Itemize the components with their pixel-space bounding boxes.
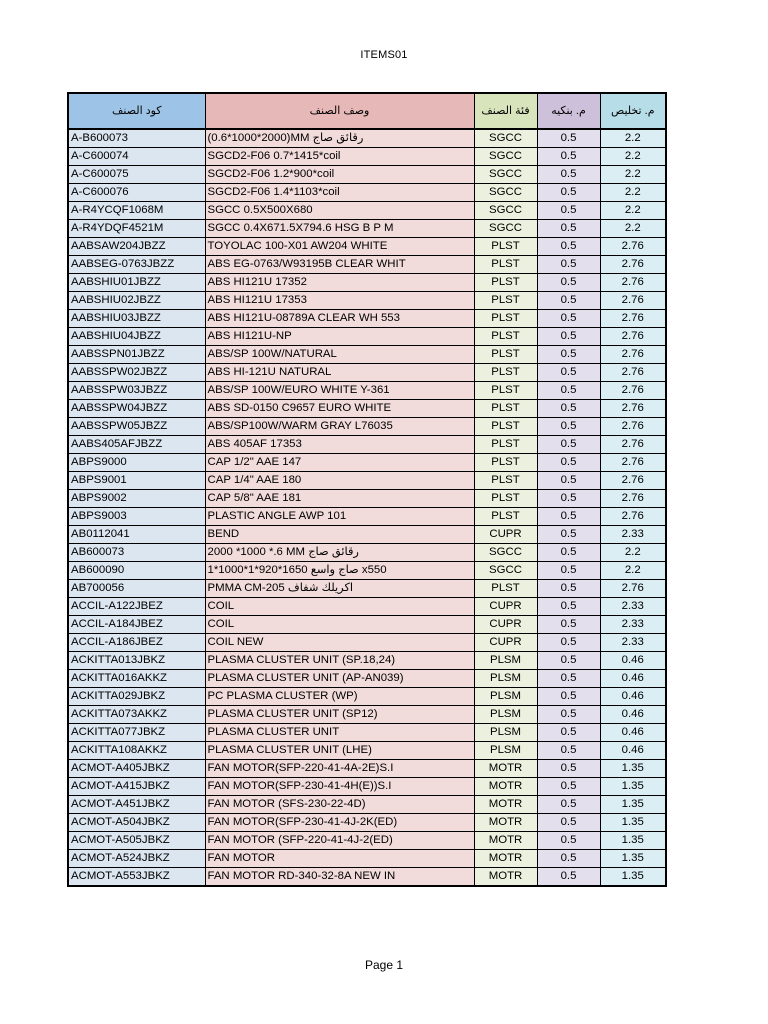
item-category-cell: SGCC [474, 129, 537, 148]
item-code-cell: ABPS9002 [68, 490, 205, 508]
item-description-cell: ABS 405AF 17353 [205, 436, 474, 454]
item-code-cell: ACKITTA108AKKZ [68, 742, 205, 760]
item-description-cell: FAN MOTOR (SFS-230-22-4D) [205, 796, 474, 814]
item-category-cell: SGCC [474, 544, 537, 562]
qty-2-cell: 2.76 [600, 400, 666, 418]
qty-1-cell: 0.5 [537, 436, 600, 454]
item-category-cell: SGCC [474, 148, 537, 166]
qty-2-cell: 2.76 [600, 418, 666, 436]
table-row [68, 202, 666, 220]
table-row [68, 832, 666, 850]
item-code-cell: ACCIL-A186JBEZ [68, 634, 205, 652]
qty-1-cell: 0.5 [537, 238, 600, 256]
table-row [68, 652, 666, 670]
qty-1-cell: 0.5 [537, 616, 600, 634]
qty-2-cell: 1.35 [600, 832, 666, 850]
qty-2-cell: 2.76 [600, 364, 666, 382]
item-code-cell: ACMOT-A505JBKZ [68, 832, 205, 850]
item-category-cell: PLST [474, 346, 537, 364]
table-row [68, 220, 666, 238]
qty-2-cell: 0.46 [600, 652, 666, 670]
item-description-cell: PLASMA CLUSTER UNIT (SP.18,24) [205, 652, 474, 670]
item-category-cell: PLST [474, 310, 537, 328]
item-category-cell: PLST [474, 364, 537, 382]
table-row [68, 688, 666, 706]
item-description-cell: COIL [205, 598, 474, 616]
qty-1-cell: 0.5 [537, 724, 600, 742]
item-description-cell: ABS SD-0150 C9657 EURO WHITE [205, 400, 474, 418]
item-category-cell: PLSM [474, 742, 537, 760]
table-row [68, 454, 666, 472]
item-category-cell: PLST [474, 256, 537, 274]
qty-1-cell: 0.5 [537, 202, 600, 220]
item-category-cell: PLSM [474, 652, 537, 670]
table-row [68, 292, 666, 310]
item-code-cell: A-C600074 [68, 148, 205, 166]
item-description-cell: FAN MOTOR (SFP-220-41-4J-2(ED) [205, 832, 474, 850]
item-code-cell: ACKITTA077JBKZ [68, 724, 205, 742]
qty-1-cell: 0.5 [537, 562, 600, 580]
table-row [68, 526, 666, 544]
table-row [68, 472, 666, 490]
item-description-cell: ABS/SP 100W/NATURAL [205, 346, 474, 364]
item-code-cell: ABPS9003 [68, 508, 205, 526]
item-code-cell: AABS405AFJBZZ [68, 436, 205, 454]
item-category-cell: MOTR [474, 850, 537, 868]
item-code-cell: AABSHIU02JBZZ [68, 292, 205, 310]
table-row [68, 508, 666, 526]
item-category-cell: CUPR [474, 634, 537, 652]
item-category-cell: MOTR [474, 796, 537, 814]
item-code-cell: AABSHIU04JBZZ [68, 328, 205, 346]
table-row [68, 742, 666, 760]
item-description-cell: CAP 1/2" AAE 147 [205, 454, 474, 472]
qty-2-cell: 2.76 [600, 346, 666, 364]
table-row [68, 814, 666, 832]
qty-2-cell: 2.76 [600, 310, 666, 328]
qty-1-cell: 0.5 [537, 382, 600, 400]
table-row [68, 256, 666, 274]
item-description-cell: ABS HI-121U NATURAL [205, 364, 474, 382]
qty-2-cell: 2.76 [600, 238, 666, 256]
qty-1-cell: 0.5 [537, 454, 600, 472]
item-code-cell: ACMOT-A415JBKZ [68, 778, 205, 796]
item-code-cell: AABSAW204JBZZ [68, 238, 205, 256]
item-description-cell: ABS/SP100W/WARM GRAY L76035 [205, 418, 474, 436]
item-code-cell: A-B600073 [68, 129, 205, 148]
item-category-cell: CUPR [474, 616, 537, 634]
item-code-cell: AB600090 [68, 562, 205, 580]
qty-2-cell: 2.33 [600, 598, 666, 616]
table-row [68, 310, 666, 328]
item-code-cell: ACMOT-A405JBKZ [68, 760, 205, 778]
item-description-cell: SGCD2-F06 1.4*1103*coil [205, 184, 474, 202]
table-row [68, 580, 666, 598]
qty-2-cell: 1.35 [600, 796, 666, 814]
item-description-cell: SGCD2-F06 1.2*900*coil [205, 166, 474, 184]
table-row [68, 724, 666, 742]
qty-1-cell: 0.5 [537, 742, 600, 760]
qty-2-cell: 0.46 [600, 670, 666, 688]
item-description-cell: PLASTIC ANGLE AWP 101 [205, 508, 474, 526]
qty-1-cell: 0.5 [537, 129, 600, 148]
table-row [68, 436, 666, 454]
item-code-cell: ACCIL-A122JBEZ [68, 598, 205, 616]
item-code-cell: ACKITTA073AKKZ [68, 706, 205, 724]
qty-2-cell: 2.76 [600, 256, 666, 274]
item-category-cell: SGCC [474, 220, 537, 238]
item-category-cell: PLST [474, 454, 537, 472]
item-description-cell: FAN MOTOR RD-340-32-8A NEW IN [205, 868, 474, 887]
table-row [68, 544, 666, 562]
qty-2-cell: 2.76 [600, 382, 666, 400]
item-code-cell: AABSSPW03JBZZ [68, 382, 205, 400]
qty-1-cell: 0.5 [537, 670, 600, 688]
qty-2-cell: 2.2 [600, 184, 666, 202]
item-category-cell: MOTR [474, 778, 537, 796]
header-row [68, 93, 666, 129]
item-category-cell: PLSM [474, 688, 537, 706]
item-description-cell: FAN MOTOR(SFP-230-41-4H(E))S.I [205, 778, 474, 796]
item-code-cell: ABPS9000 [68, 454, 205, 472]
items-table [67, 92, 667, 887]
qty-2-cell: 2.2 [600, 148, 666, 166]
table-row [68, 238, 666, 256]
qty-2-cell: 1.35 [600, 868, 666, 887]
item-code-cell: ACMOT-A451JBKZ [68, 796, 205, 814]
item-code-cell: A-R4YDQF4521M [68, 220, 205, 238]
item-description-cell: ABS HI121U-NP [205, 328, 474, 346]
item-description-cell: FAN MOTOR [205, 850, 474, 868]
header-qty-2: م. تخليص [600, 93, 666, 129]
item-category-cell: PLST [474, 418, 537, 436]
qty-2-cell: 2.76 [600, 274, 666, 292]
qty-1-cell: 0.5 [537, 328, 600, 346]
item-description-cell: PLASMA CLUSTER UNIT (LHE) [205, 742, 474, 760]
table-row [68, 868, 666, 887]
item-description-cell: ABS HI121U 17353 [205, 292, 474, 310]
qty-2-cell: 2.76 [600, 454, 666, 472]
item-code-cell: ACKITTA029JBKZ [68, 688, 205, 706]
table-row [68, 400, 666, 418]
item-category-cell: PLSM [474, 706, 537, 724]
item-category-cell: PLST [474, 508, 537, 526]
item-category-cell: CUPR [474, 526, 537, 544]
qty-1-cell: 0.5 [537, 274, 600, 292]
table-row [68, 634, 666, 652]
qty-2-cell: 0.46 [600, 742, 666, 760]
item-description-cell: ABS HI121U 17352 [205, 274, 474, 292]
qty-1-cell: 0.5 [537, 346, 600, 364]
item-code-cell: AABSSPN01JBZZ [68, 346, 205, 364]
item-category-cell: PLST [474, 292, 537, 310]
item-category-cell: SGCC [474, 166, 537, 184]
table-row [68, 346, 666, 364]
qty-2-cell: 2.2 [600, 562, 666, 580]
qty-2-cell: 1.35 [600, 850, 666, 868]
item-category-cell: PLST [474, 274, 537, 292]
item-code-cell: AB0112041 [68, 526, 205, 544]
item-category-cell: PLST [474, 490, 537, 508]
item-code-cell: ACMOT-A504JBKZ [68, 814, 205, 832]
qty-2-cell: 1.35 [600, 760, 666, 778]
qty-2-cell: 0.46 [600, 688, 666, 706]
item-category-cell: PLST [474, 472, 537, 490]
qty-2-cell: 2.76 [600, 490, 666, 508]
qty-2-cell: 2.2 [600, 202, 666, 220]
table-row [68, 364, 666, 382]
qty-1-cell: 0.5 [537, 220, 600, 238]
item-category-cell: PLST [474, 382, 537, 400]
item-description-cell: BEND [205, 526, 474, 544]
item-category-cell: SGCC [474, 184, 537, 202]
qty-2-cell: 1.35 [600, 814, 666, 832]
qty-1-cell: 0.5 [537, 652, 600, 670]
table-row [68, 328, 666, 346]
item-description-cell: ABS HI121U-08789A CLEAR WH 553 [205, 310, 474, 328]
item-category-cell: PLST [474, 238, 537, 256]
item-code-cell: A-R4YCQF1068M [68, 202, 205, 220]
item-category-cell: PLST [474, 436, 537, 454]
table-row [68, 148, 666, 166]
qty-2-cell: 2.76 [600, 508, 666, 526]
item-category-cell: PLST [474, 400, 537, 418]
qty-1-cell: 0.5 [537, 490, 600, 508]
qty-1-cell: 0.5 [537, 292, 600, 310]
item-code-cell: AABSSPW04JBZZ [68, 400, 205, 418]
qty-1-cell: 0.5 [537, 418, 600, 436]
header-item-category: فئة الصنف [474, 93, 537, 129]
item-code-cell: A-C600075 [68, 166, 205, 184]
qty-1-cell: 0.5 [537, 868, 600, 887]
table-row [68, 706, 666, 724]
item-code-cell: ACCIL-A184JBEZ [68, 616, 205, 634]
item-description-cell: CAP 1/4" AAE 180 [205, 472, 474, 490]
item-description-cell: SGCC 0.4X671.5X794.6 HSG B P M [205, 220, 474, 238]
item-description-cell: FAN MOTOR(SFP-220-41-4A-2E)S.I [205, 760, 474, 778]
qty-2-cell: 2.33 [600, 616, 666, 634]
table-row [68, 778, 666, 796]
qty-1-cell: 0.5 [537, 310, 600, 328]
qty-1-cell: 0.5 [537, 400, 600, 418]
item-description-cell: PMMA CM-205 اكريلك شفاف [205, 580, 474, 598]
qty-1-cell: 0.5 [537, 166, 600, 184]
header-item-code: كود الصنف [68, 93, 205, 129]
item-description-cell: CAP 5/8" AAE 181 [205, 490, 474, 508]
item-code-cell: ACMOT-A553JBKZ [68, 868, 205, 887]
item-code-cell: A-C600076 [68, 184, 205, 202]
qty-2-cell: 2.76 [600, 472, 666, 490]
item-category-cell: MOTR [474, 832, 537, 850]
item-code-cell: AABSHIU03JBZZ [68, 310, 205, 328]
item-code-cell: AABSHIU01JBZZ [68, 274, 205, 292]
table-row [68, 490, 666, 508]
item-code-cell: AB600073 [68, 544, 205, 562]
qty-1-cell: 0.5 [537, 760, 600, 778]
item-category-cell: PLST [474, 580, 537, 598]
item-category-cell: SGCC [474, 202, 537, 220]
qty-2-cell: 2.33 [600, 526, 666, 544]
item-description-cell: COIL [205, 616, 474, 634]
table-row [68, 274, 666, 292]
qty-2-cell: 0.46 [600, 706, 666, 724]
qty-2-cell: 2.76 [600, 328, 666, 346]
item-description-cell: 1*1000*صاج واسع 1650*920*1 x550 [205, 562, 474, 580]
item-description-cell: ABS EG-0763/W93195B CLEAR WHIT [205, 256, 474, 274]
qty-1-cell: 0.5 [537, 580, 600, 598]
qty-2-cell: 2.33 [600, 634, 666, 652]
item-description-cell: PLASMA CLUSTER UNIT (SP12) [205, 706, 474, 724]
qty-2-cell: 2.2 [600, 220, 666, 238]
item-description-cell: PC PLASMA CLUSTER (WP) [205, 688, 474, 706]
item-description-cell: COIL NEW [205, 634, 474, 652]
item-code-cell: AABSEG-0763JBZZ [68, 256, 205, 274]
item-description-cell: SGCC 0.5X500X680 [205, 202, 474, 220]
qty-1-cell: 0.5 [537, 796, 600, 814]
item-description-cell: ABS/SP 100W/EURO WHITE Y-361 [205, 382, 474, 400]
header-qty-1: م. بنكيه [537, 93, 600, 129]
item-code-cell: AABSSPW05JBZZ [68, 418, 205, 436]
qty-1-cell: 0.5 [537, 832, 600, 850]
qty-2-cell: 2.76 [600, 292, 666, 310]
item-category-cell: MOTR [474, 814, 537, 832]
item-description-cell: 2000 *1000 *.6 MM رقائق صاج [205, 544, 474, 562]
item-description-cell: (0.6*1000*2000)MM رقائق صاج [205, 129, 474, 148]
qty-1-cell: 0.5 [537, 778, 600, 796]
item-category-cell: MOTR [474, 760, 537, 778]
item-category-cell: CUPR [474, 598, 537, 616]
item-code-cell: AB700056 [68, 580, 205, 598]
item-code-cell: ACMOT-A524JBKZ [68, 850, 205, 868]
item-category-cell: MOTR [474, 868, 537, 887]
qty-1-cell: 0.5 [537, 472, 600, 490]
table-row [68, 184, 666, 202]
qty-1-cell: 0.5 [537, 634, 600, 652]
page-footer: Page 1 [364, 958, 404, 972]
table-header [68, 93, 666, 129]
table-row [68, 760, 666, 778]
qty-2-cell: 2.2 [600, 544, 666, 562]
qty-1-cell: 0.5 [537, 814, 600, 832]
item-description-cell: TOYOLAC 100-X01 AW204 WHITE [205, 238, 474, 256]
qty-1-cell: 0.5 [537, 364, 600, 382]
item-description-cell: PLASMA CLUSTER UNIT [205, 724, 474, 742]
table-row [68, 598, 666, 616]
item-code-cell: ACKITTA013JBKZ [68, 652, 205, 670]
item-description-cell: SGCD2-F06 0.7*1415*coil [205, 148, 474, 166]
item-category-cell: PLSM [474, 670, 537, 688]
item-category-cell: PLSM [474, 724, 537, 742]
qty-2-cell: 2.76 [600, 436, 666, 454]
item-code-cell: AABSSPW02JBZZ [68, 364, 205, 382]
table-row [68, 562, 666, 580]
table-row [68, 850, 666, 868]
qty-1-cell: 0.5 [537, 148, 600, 166]
table-row [68, 166, 666, 184]
qty-2-cell: 2.2 [600, 129, 666, 148]
qty-1-cell: 0.5 [537, 706, 600, 724]
table-row [68, 418, 666, 436]
item-category-cell: PLST [474, 328, 537, 346]
item-category-cell: SGCC [474, 562, 537, 580]
table-row [68, 616, 666, 634]
qty-1-cell: 0.5 [537, 256, 600, 274]
table-row [68, 382, 666, 400]
item-code-cell: ACKITTA016AKKZ [68, 670, 205, 688]
item-description-cell: PLASMA CLUSTER UNIT (AP-AN039) [205, 670, 474, 688]
page-title: ITEMS01 [360, 49, 408, 61]
table-row [68, 129, 666, 148]
qty-1-cell: 0.5 [537, 544, 600, 562]
qty-2-cell: 1.35 [600, 778, 666, 796]
qty-2-cell: 0.46 [600, 724, 666, 742]
qty-2-cell: 2.76 [600, 580, 666, 598]
qty-1-cell: 0.5 [537, 688, 600, 706]
qty-1-cell: 0.5 [537, 508, 600, 526]
table-body [68, 129, 666, 886]
item-description-cell: FAN MOTOR(SFP-230-41-4J-2K(ED) [205, 814, 474, 832]
qty-1-cell: 0.5 [537, 184, 600, 202]
table-row [68, 670, 666, 688]
table-row [68, 796, 666, 814]
item-code-cell: ABPS9001 [68, 472, 205, 490]
header-item-description: وصف الصنف [205, 93, 474, 129]
qty-1-cell: 0.5 [537, 598, 600, 616]
qty-2-cell: 2.2 [600, 166, 666, 184]
qty-1-cell: 0.5 [537, 526, 600, 544]
qty-1-cell: 0.5 [537, 850, 600, 868]
